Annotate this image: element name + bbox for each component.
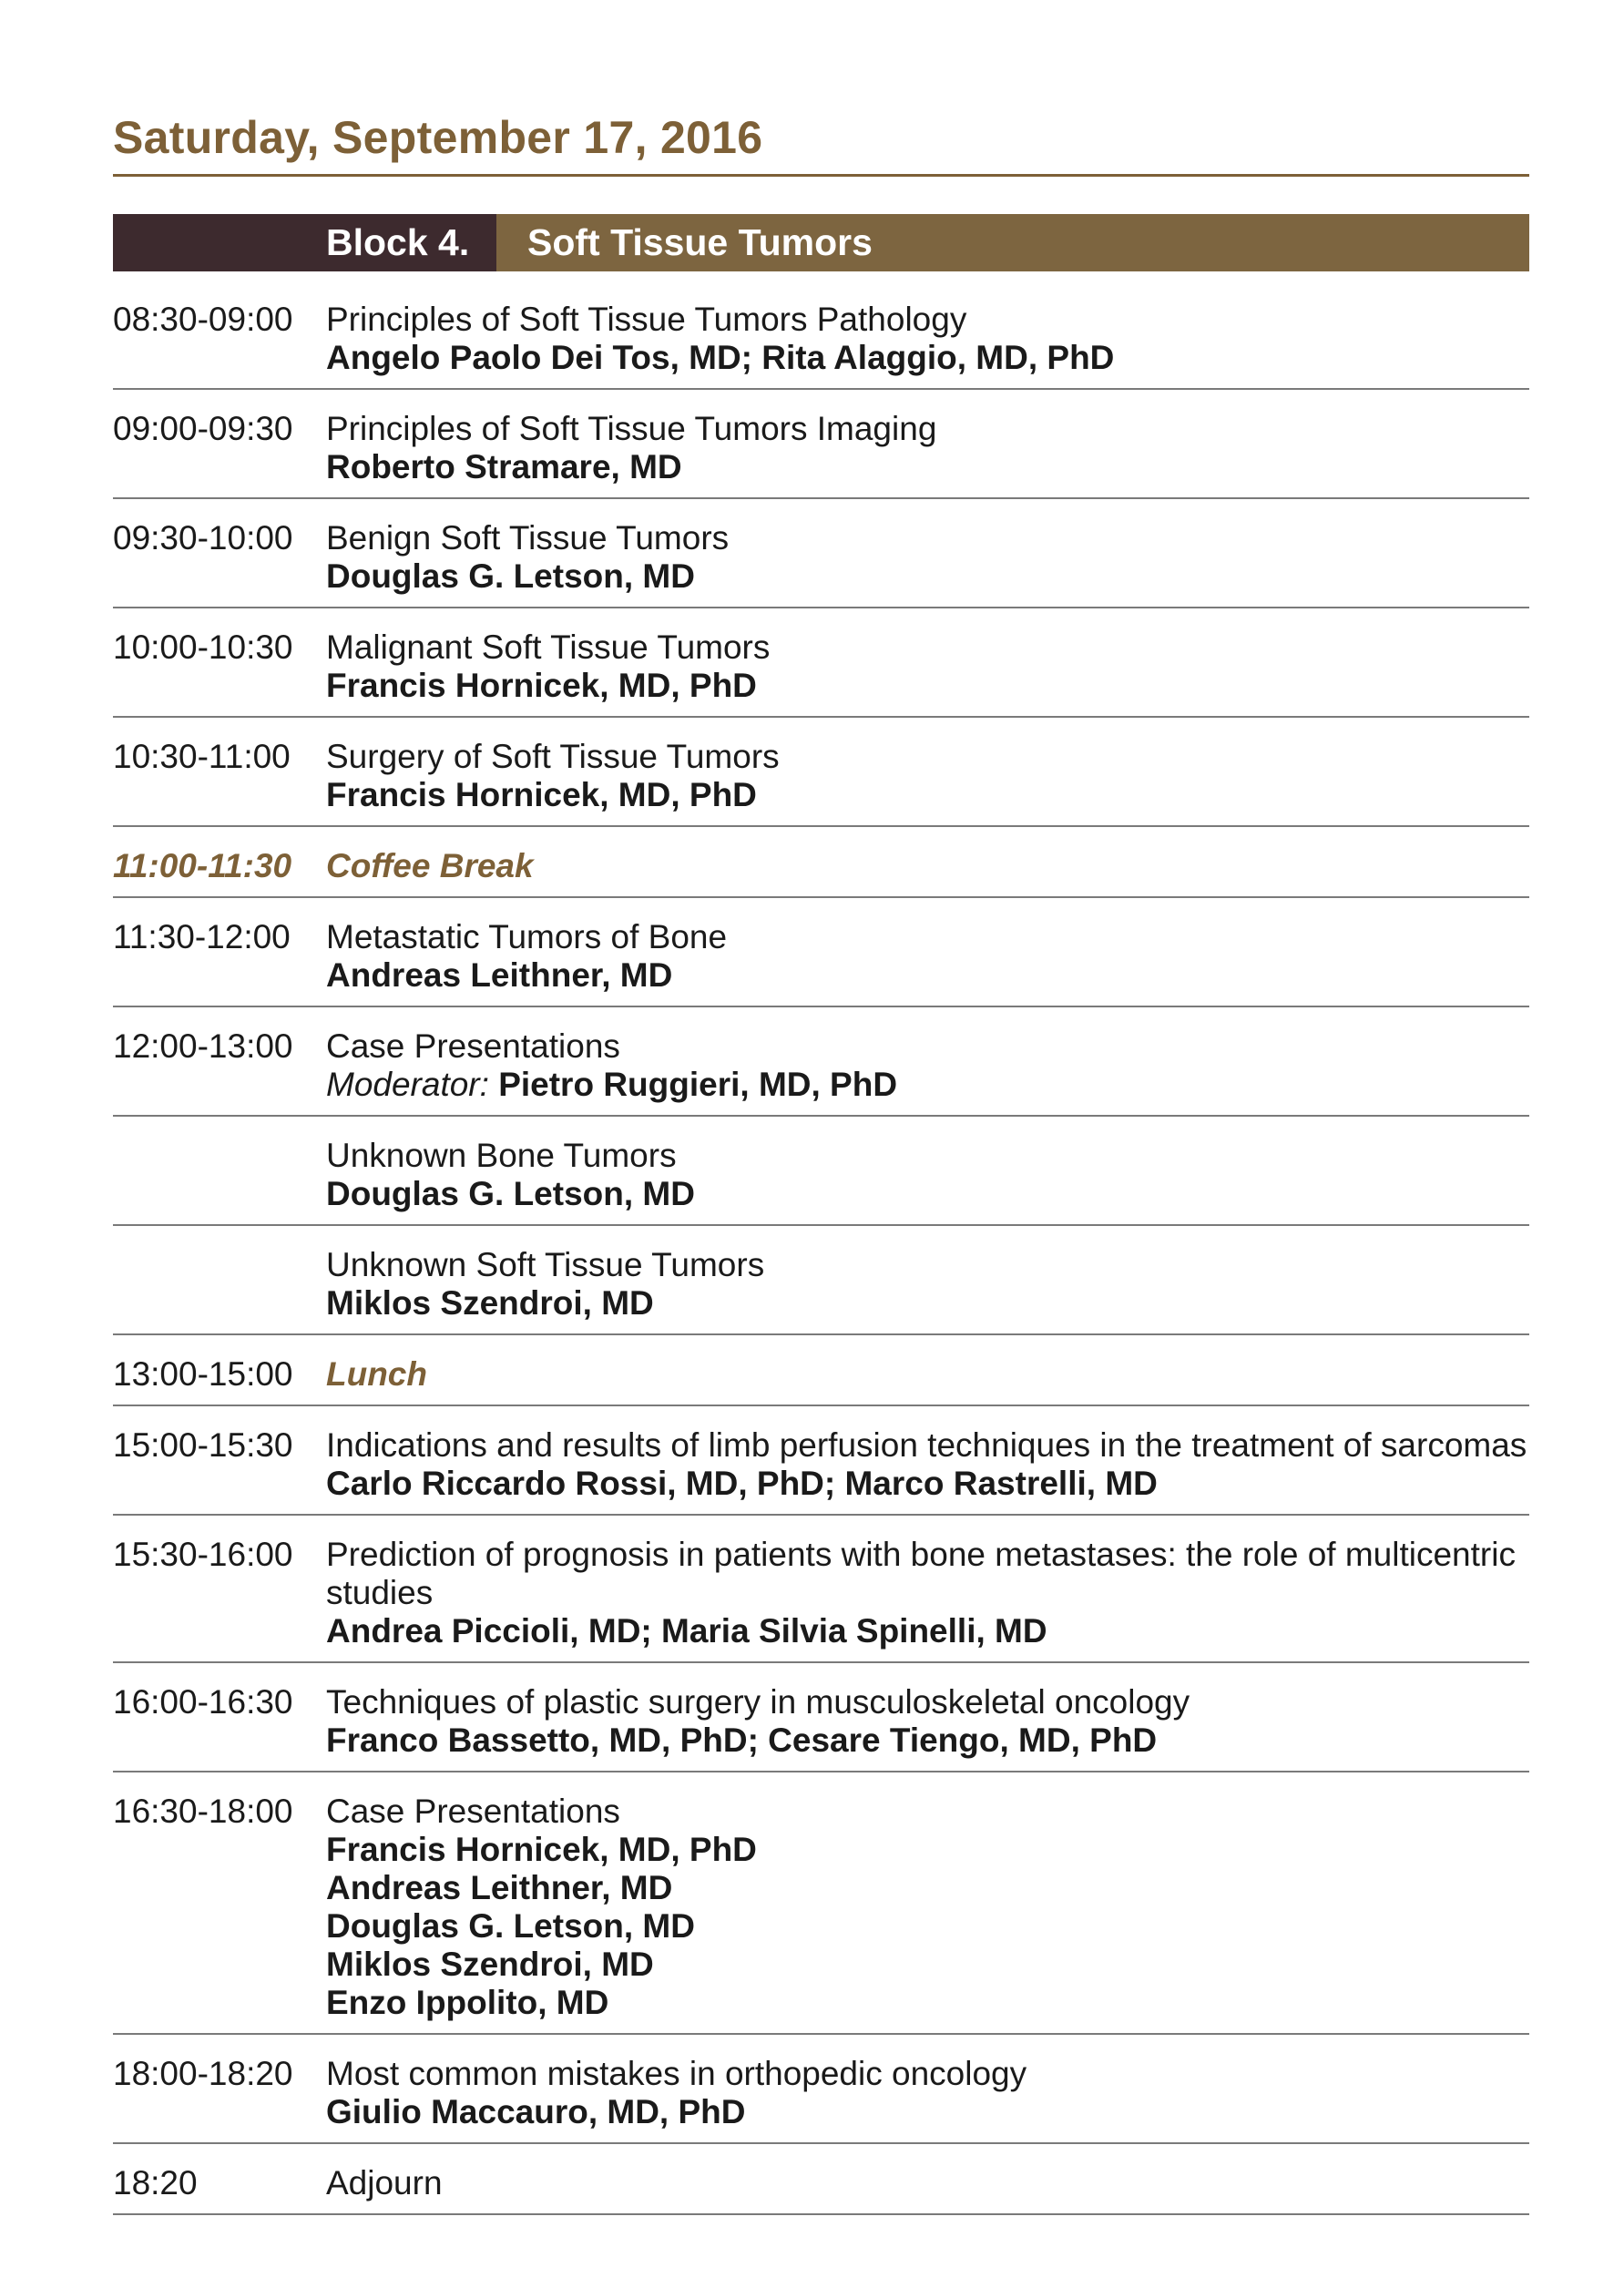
schedule-row [113, 1226, 1529, 1335]
session-time: 16:00-16:30 [113, 1683, 293, 1721]
session-speaker: Carlo Riccardo Rossi, MD, PhD; Marco Rastrelli, MD [326, 1465, 1158, 1502]
session-speaker: Roberto Stramare, MD [326, 448, 682, 485]
session-title: Case Presentations [326, 1027, 620, 1065]
block-title: Soft Tissue Tumors [496, 214, 1529, 271]
session-speaker: Francis Hornicek, MD, PhD [326, 776, 757, 813]
session-speaker: Andreas Leithner, MD [326, 1869, 673, 1906]
session-content [326, 1355, 1529, 1394]
session-title: Metastatic Tumors of Bone [326, 918, 728, 955]
session-speaker: Douglas G. Letson, MD [326, 1175, 695, 1212]
session-content [326, 847, 1529, 885]
session-time: 09:00-09:30 [113, 410, 293, 447]
moderator-label: Moderator: [326, 1066, 489, 1103]
session-speaker: Angelo Paolo Dei Tos, MD; Rita Alaggio, MD, PhD [326, 339, 1115, 376]
schedule-row [113, 290, 1529, 390]
session-time: 18:00-18:20 [113, 2055, 293, 2092]
schedule-row [113, 1406, 1529, 1516]
session-speaker: Miklos Szendroi, MD [326, 1946, 654, 1983]
session-speaker: Andreas Leithner, MD [326, 956, 673, 994]
session-content [326, 1683, 1529, 1760]
session-content [326, 410, 1529, 486]
title-divider [113, 174, 1529, 177]
schedule-row [113, 499, 1529, 608]
schedule-row [113, 608, 1529, 718]
session-content [326, 918, 1529, 995]
session-title: Benign Soft Tissue Tumors [326, 519, 730, 557]
page-title: Saturday, September 17, 2016 [113, 112, 763, 163]
schedule-row [113, 390, 1529, 499]
session-content [326, 1536, 1529, 1650]
session-time: 13:00-15:00 [113, 1355, 293, 1393]
schedule-row [113, 1117, 1529, 1226]
session-speaker: Francis Hornicek, MD, PhD [326, 667, 757, 704]
session-content [326, 2055, 1529, 2131]
schedule-list [113, 290, 1529, 2215]
schedule-row [113, 1335, 1529, 1406]
session-title: Coffee Break [326, 847, 534, 884]
schedule-row [113, 1663, 1529, 1772]
session-time: 15:00-15:30 [113, 1426, 293, 1464]
session-time: 10:00-10:30 [113, 628, 293, 666]
session-time: 10:30-11:00 [113, 738, 291, 775]
session-time: 08:30-09:00 [113, 301, 293, 338]
session-time: 11:30-12:00 [113, 918, 291, 955]
session-time: 18:20 [113, 2164, 198, 2201]
session-speaker: Enzo Ippolito, MD [326, 1984, 609, 2021]
session-time: 09:30-10:00 [113, 519, 293, 557]
session-title: Most common mistakes in orthopedic oncology [326, 2055, 1027, 2092]
schedule-row [113, 1772, 1529, 2035]
session-title: Unknown Bone Tumors [326, 1137, 677, 1174]
session-speaker: Douglas G. Letson, MD [326, 557, 695, 595]
session-speaker: Franco Bassetto, MD, PhD; Cesare Tiengo, MD, PhD [326, 1721, 1158, 1759]
schedule-row [113, 2144, 1529, 2215]
session-content [326, 628, 1529, 705]
session-moderator [326, 1066, 1529, 1104]
schedule-row [113, 898, 1529, 1007]
session-speaker: Douglas G. Letson, MD [326, 1907, 695, 1945]
session-title: Techniques of plastic surgery in musculoskeletal oncology [326, 1683, 1190, 1721]
schedule-row [113, 2035, 1529, 2144]
session-speaker: Francis Hornicek, MD, PhD [326, 1831, 757, 1868]
session-title: Principles of Soft Tissue Tumors Imaging [326, 410, 937, 447]
schedule-row [113, 827, 1529, 898]
session-time: 15:30-16:00 [113, 1536, 293, 1573]
session-speaker: Giulio Maccauro, MD, PhD [326, 2093, 746, 2130]
schedule-row [113, 718, 1529, 827]
session-title: Indications and results of limb perfusion techniques in the treatment of sarcomas [326, 1426, 1527, 1464]
block-number: Block 4. [113, 214, 496, 271]
session-content [326, 1793, 1529, 2022]
session-time: 11:00-11:30 [113, 847, 292, 884]
session-speaker: Andrea Piccioli, MD; Maria Silvia Spinelli, MD [326, 1612, 1047, 1650]
session-content [326, 301, 1529, 377]
session-content [326, 1137, 1529, 1213]
session-title: Lunch [326, 1355, 427, 1393]
schedule-row [113, 1007, 1529, 1117]
session-content [326, 738, 1529, 814]
session-time: 16:30-18:00 [113, 1793, 293, 1830]
session-time: 12:00-13:00 [113, 1027, 293, 1065]
session-title: Adjourn [326, 2164, 443, 2201]
session-title: Case Presentations [326, 1793, 620, 1830]
schedule-row [113, 1516, 1529, 1663]
session-title: Principles of Soft Tissue Tumors Pathology [326, 301, 967, 338]
session-speaker: Miklos Szendroi, MD [326, 1284, 654, 1322]
session-title: Unknown Soft Tissue Tumors [326, 1246, 765, 1283]
moderator-name: Pietro Ruggieri, MD, PhD [488, 1066, 898, 1103]
session-content [326, 1246, 1529, 1323]
session-title: Malignant Soft Tissue Tumors [326, 628, 771, 666]
session-content [326, 1426, 1529, 1503]
session-content [326, 2164, 1529, 2202]
session-title: Prediction of prognosis in patients with bone metastases: the role of multicentric studies [326, 1536, 1516, 1611]
session-title: Surgery of Soft Tissue Tumors [326, 738, 780, 775]
session-content [326, 519, 1529, 596]
block-header [113, 214, 1529, 271]
session-content [326, 1027, 1529, 1104]
